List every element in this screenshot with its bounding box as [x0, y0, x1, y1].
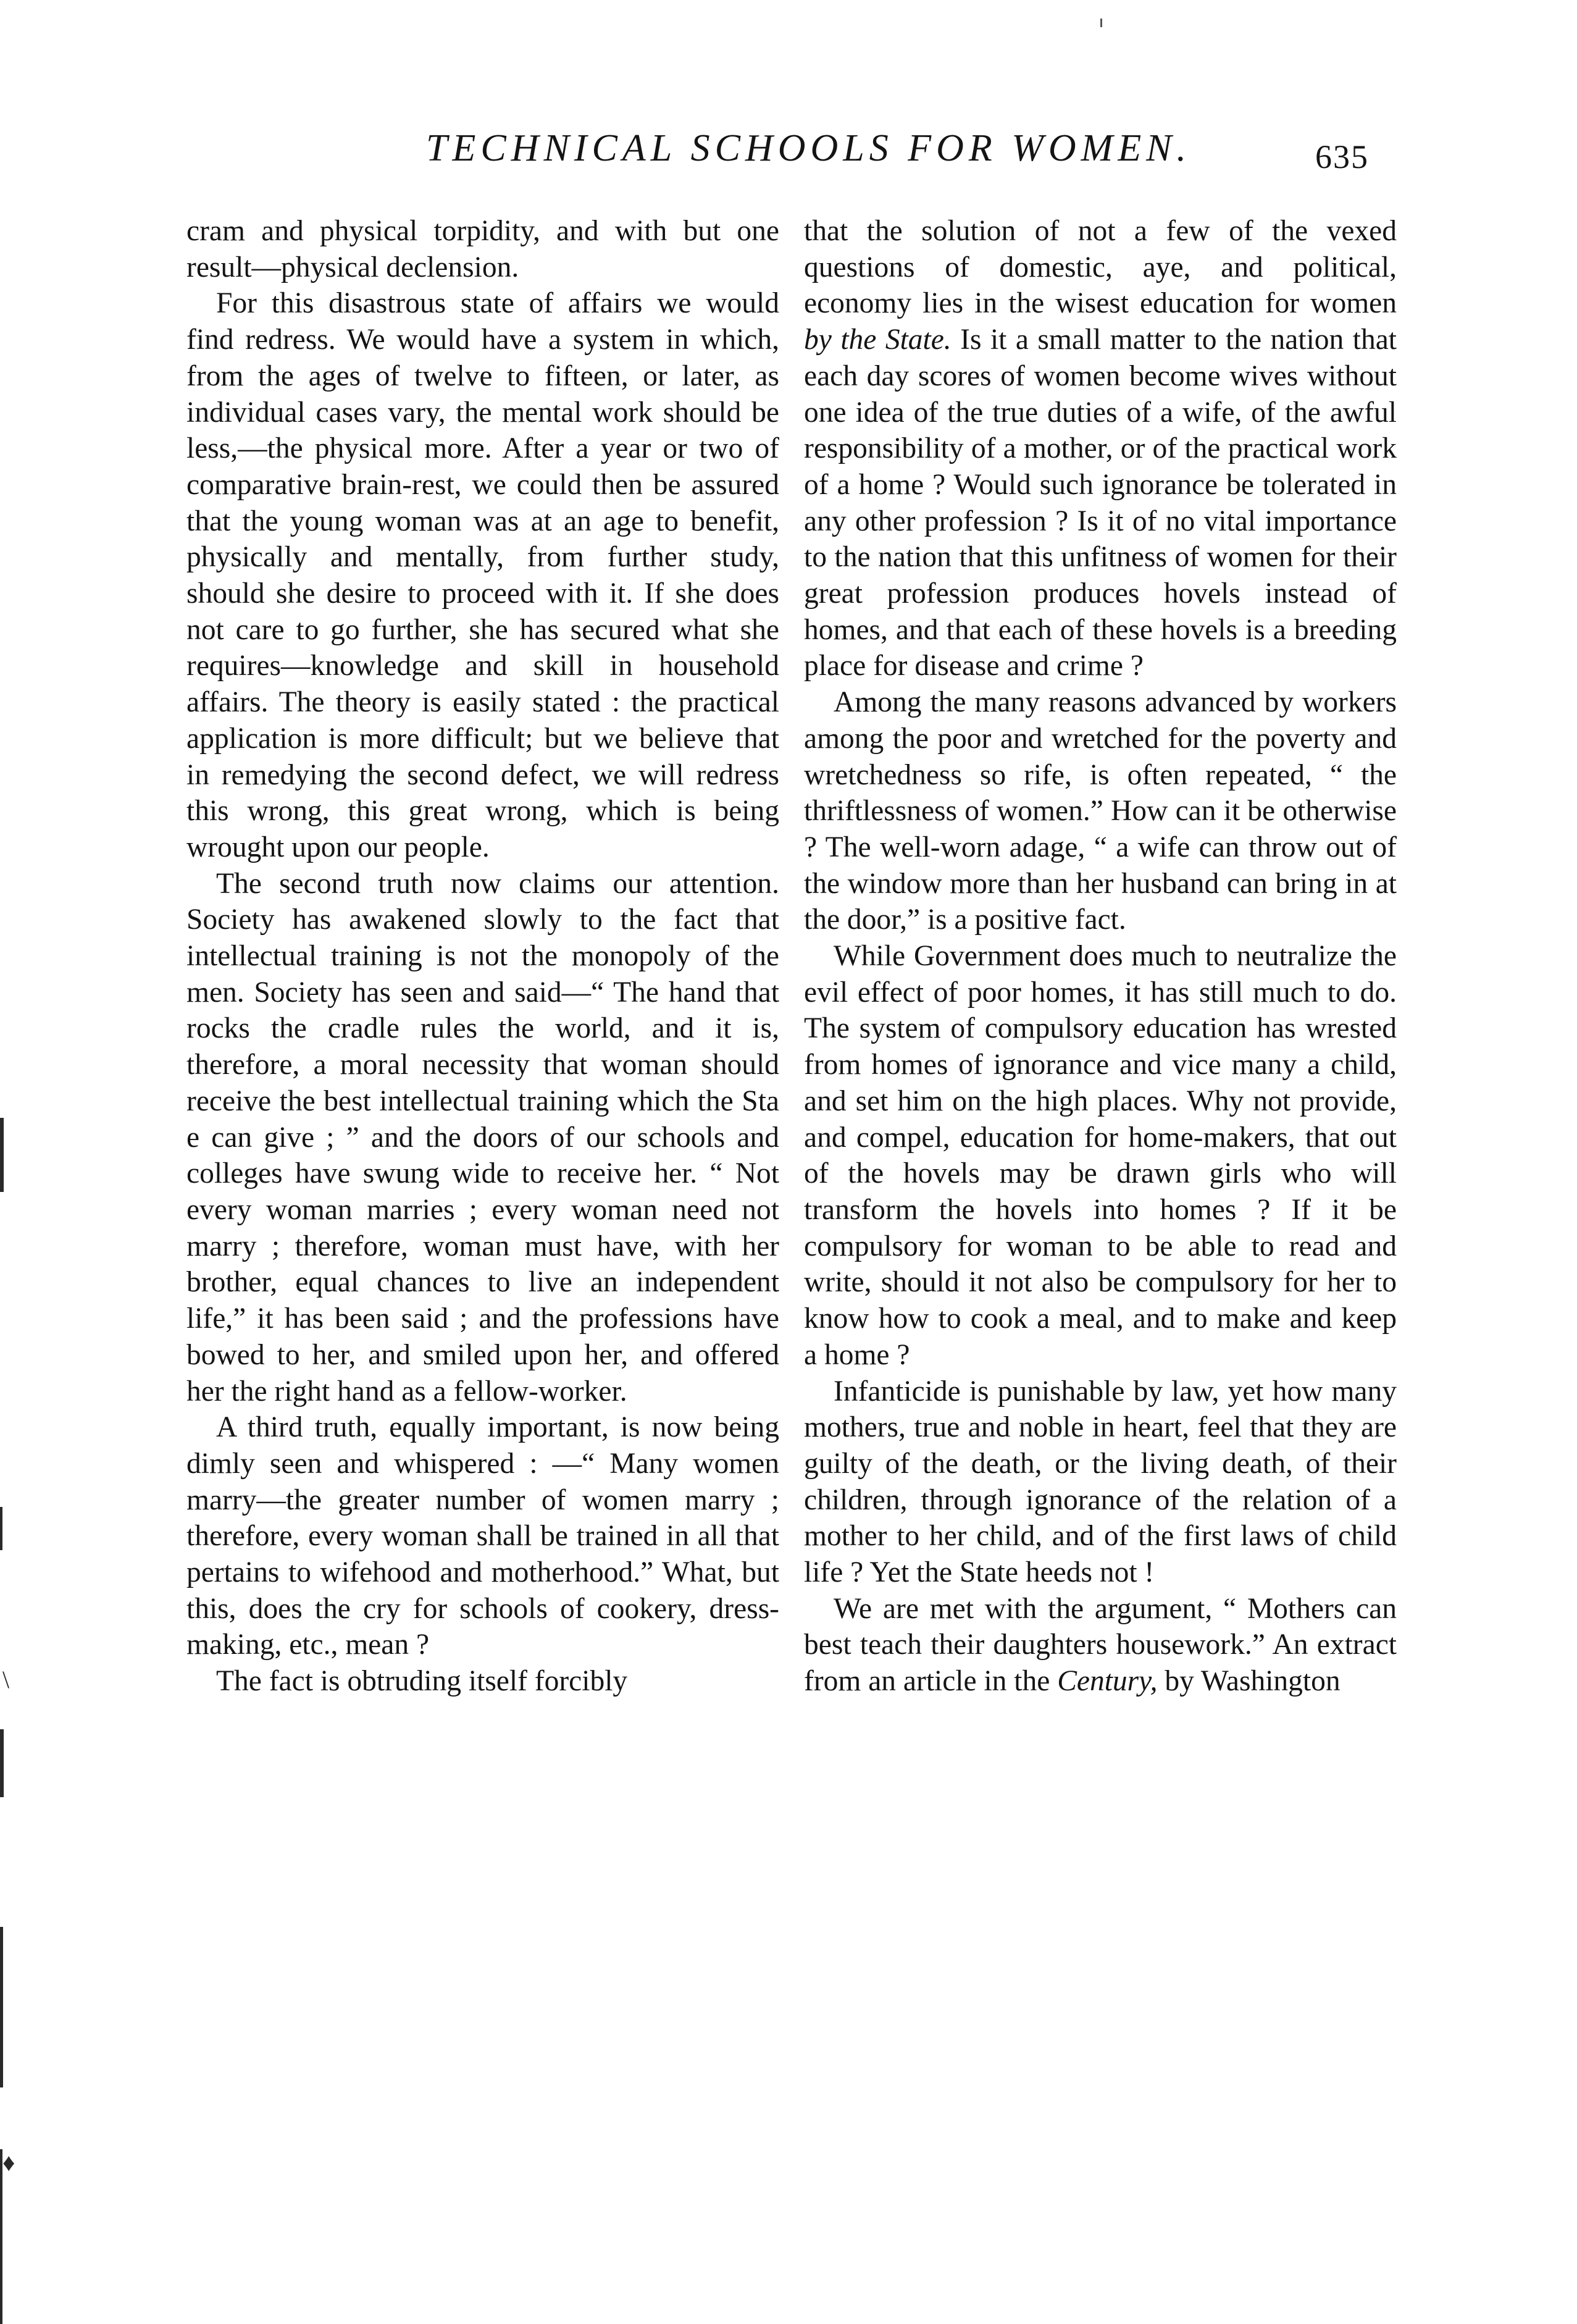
italic-emphasis: by the State.: [804, 324, 952, 356]
paragraph-text: that the solution of not a few of the vexed questions of domestic, aye, and political, economy lies in the wisest education for women: [804, 215, 1397, 320]
paragraph: Infanticide is punishable by law, yet how many mothers, true and noble in heart, feel that they are guilty of the death, or the living death, of their children, through ignorance of the relation of a mother to her child, and of the first laws of child life ? Yet the State heeds not !: [804, 1375, 1397, 1589]
paragraph: For this disastrous state of affairs we would find redress. We would have a system in which, from the ages of twelve to fifteen, or later, as individual cases vary, the mental work should be less,—the physical more. After a year or two of comparative brain-rest, we could then be assured that the young woman was at an age to benefit, physically and mentally, from further study, should she desire to proceed with it. If she does not care to go further, she has secured what she requires—knowledge and skill in household affairs. The theory is easily stated : the practical application is more difficult; but we believe that in remedying the second defect, we will redress this wrong, this great wrong, which is being wrought upon our people.: [186, 287, 779, 863]
margin-tick-glyph: \: [2, 1666, 10, 1693]
paragraph: The second truth now claims our attention. Society has awakened slowly to the fact that intellectual training is not the monopoly of the men. Society has seen and said—“ The hand that rocks the cradle rules the world, and it is, therefore, a moral necessity that woman should receive the best intellectual training which the Sta e can give ; ” and the doors of our schools and colleges have swung wide to receive her. “ Not every woman marries ; every woman need not marry ; therefore, woman must have, with her brother, equal chances to live an independent life,” it has been said ; and the professions have bowed to her, and smiled upon her, and offered her the right hand as a fellow-worker.: [186, 867, 779, 1407]
margin-rule: [0, 1118, 4, 1192]
print-speck: [1100, 19, 1102, 27]
paragraph-text: We are met with the argument, “ Mothers can best teach their daughters housework.” An extract from an article in the: [804, 1592, 1397, 1698]
paragraph: [804, 1591, 1397, 1700]
paragraph-text: Is it a small matter to the nation that each day scores of women become wives without one idea of the true duties of a wife, of the awful responsibility of a mother, or of the practical work of a home ? Would such ignorance be tolerated in any other profession ? Is it of no vital importance to the nation that this unfitness of women for their great profession produces hovels instead of homes, and that each of these hovels is a breeding place for disease and crime ?: [804, 324, 1397, 682]
margin-rule: [0, 1729, 4, 1797]
margin-rule: [0, 1507, 2, 1550]
paragraph: A third truth, equally important, is now being dimly seen and whispered : —“ Many women marry—the greater number of women marry ; therefore, every woman shall be trained in all that pertains to wifehood and motherhood.” What, but this, does the cry for schools of cookery, dress-making, etc., mean ?: [186, 1411, 779, 1661]
paragraph: While Government does much to neutralize the evil effect of poor homes, it has still much to do. The system of compulsory education has wrested from homes of ignorance and vice many a child, and set him on the high places. Why not provide, and compel, education for home-makers, that out of the hovels may be drawn girls who will transform the hovels into homes ? If it be compulsory for woman to be able to read and write, should it not also be compulsory for her to know how to cook a meal, and to make and keep a home ?: [804, 940, 1397, 1371]
right-column: [804, 213, 1397, 1700]
page-number: 635: [1315, 138, 1369, 175]
paragraph: [804, 213, 1397, 684]
italic-emphasis: Century,: [1057, 1665, 1158, 1698]
paragraph: The fact is obtruding itself forcibly: [216, 1665, 628, 1698]
margin-diamond-glyph: ♦: [2, 2149, 15, 2176]
running-head: [0, 127, 1577, 182]
margin-rule: [0, 1927, 3, 2087]
running-title: TECHNICAL SCHOOLS FOR WOMEN.: [426, 127, 1192, 169]
paragraph-text: by Washington: [1157, 1665, 1341, 1698]
left-column: [186, 213, 779, 1700]
paragraph: cram and physical torpidity, and with but one result—physical declension.: [186, 215, 779, 283]
paragraph: Among the many reasons advanced by workers among the poor and wretched for the poverty and wretchedness so rife, is often repeated, “ the thriftlessness of women.” How can it be otherwise ? The well-worn adage, “ a wife can throw out of the window more than her husband can bring in at the door,” is a positive fact.: [804, 686, 1397, 936]
